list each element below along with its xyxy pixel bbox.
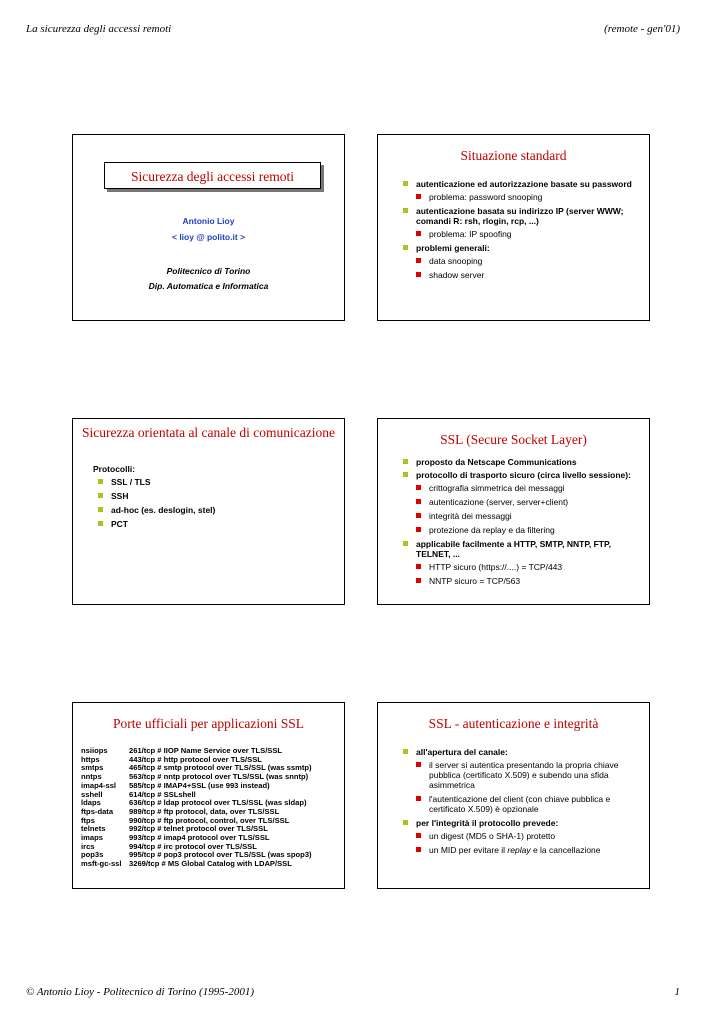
- slide-5: [72, 702, 345, 889]
- department: Dip. Automatica e Informatica: [148, 281, 269, 291]
- bullet-item: applicabile facilmente a HTTP, SMTP, NNTP, FTP, TELNET, ...: [403, 539, 641, 559]
- slide-6: [377, 702, 650, 889]
- port-service-name: telnets: [81, 824, 106, 834]
- red-bullet-icon: [416, 194, 421, 199]
- sub-bullet-item: l'autenticazione del client (con chiave pubblica e certificato X.509) è opzionale: [416, 794, 641, 814]
- bullet-item: SSH: [98, 491, 336, 502]
- port-service-name: ftps: [81, 815, 95, 825]
- slide-title: Sicurezza degli accessi remoti: [104, 162, 321, 189]
- bullet-list: [403, 457, 641, 590]
- protocols-label: Protocolli:: [93, 464, 136, 474]
- slide-4: [377, 418, 650, 605]
- author-email: < lioy @ polito.it >: [172, 232, 245, 242]
- port-description: 989/tcp # ftp protocol, data, over TLS/SSL: [129, 806, 280, 816]
- bullet-item: autenticazione basata su indirizzo IP (server WWW; comandi R: rsh, rlogin, rcp, ...): [403, 206, 641, 226]
- port-description: 636/tcp # ldap protocol over TLS/SSL (was sldap): [129, 798, 307, 808]
- green-bullet-icon: [403, 245, 408, 250]
- red-bullet-icon: [416, 847, 421, 852]
- bullet-list: [403, 179, 641, 284]
- bullet-list: [403, 747, 641, 859]
- red-bullet-icon: [416, 564, 421, 569]
- bullet-item: ad-hoc (es. deslogin, stel): [98, 505, 336, 516]
- red-bullet-icon: [416, 499, 421, 504]
- port-service-name: imap4-ssl: [81, 780, 117, 790]
- green-bullet-icon: [98, 479, 103, 484]
- ports-table: [81, 747, 312, 869]
- sub-bullet-item: integrità dei messaggi: [416, 511, 641, 521]
- red-bullet-icon: [416, 796, 421, 801]
- slide-3: [72, 418, 345, 605]
- sub-bullet-item: il server si autentica presentando la propria chiave pubblica (certificato X.509) e subendo una sfida asimmetrica: [416, 760, 641, 790]
- red-bullet-icon: [416, 833, 421, 838]
- sub-bullet-item: crittografia simmetrica dei messaggi: [416, 483, 641, 493]
- green-bullet-icon: [98, 493, 103, 498]
- sub-bullet-item: problema: IP spoofing: [416, 229, 641, 239]
- red-bullet-icon: [416, 231, 421, 236]
- port-description: 994/tcp # irc protocol over TLS/SSL: [129, 841, 257, 851]
- sub-bullet-item: problema: password snooping: [416, 192, 641, 202]
- bullet-item: protocollo di trasporto sicuro (circa livello sessione):: [403, 470, 641, 480]
- bullet-list: [98, 477, 336, 533]
- slide-1: [72, 134, 345, 321]
- page-number: 1: [674, 986, 680, 998]
- bullet-item: all'apertura del canale:: [403, 747, 641, 757]
- sub-bullet-item: un digest (MD5 o SHA-1) protetto: [416, 831, 641, 841]
- port-service-name: sshell: [81, 789, 103, 799]
- slide-title: Sicurezza orientata al canale di comunicazione: [82, 425, 335, 440]
- port-description: 995/tcp # pop3 protocol over TLS/SSL (was spop3): [129, 850, 312, 860]
- sub-bullet-item: un MID per evitare il replay e la cancellazione: [416, 845, 641, 855]
- red-bullet-icon: [416, 258, 421, 263]
- port-row: [81, 782, 312, 791]
- bullet-item: proposto da Netscape Communications: [403, 457, 641, 467]
- port-service-name: ldaps: [81, 798, 101, 808]
- green-bullet-icon: [98, 521, 103, 526]
- sub-bullet-item: protezione da replay e da filtering: [416, 525, 641, 535]
- green-bullet-icon: [403, 749, 408, 754]
- port-service-name: imaps: [81, 833, 103, 843]
- page-header-code: (remote - gen'01): [604, 23, 680, 35]
- port-service-name: https: [81, 754, 100, 764]
- sub-bullet-item: shadow server: [416, 270, 641, 280]
- red-bullet-icon: [416, 527, 421, 532]
- port-description: 465/tcp # smtp protocol over TLS/SSL (was ssmtp): [129, 763, 312, 773]
- port-description: 992/tcp # telnet protocol over TLS/SSL: [129, 824, 268, 834]
- port-row: [81, 860, 312, 869]
- slide-2: [377, 134, 650, 321]
- port-service-name: msft-gc-ssl: [81, 859, 122, 869]
- port-service-name: nsiiops: [81, 746, 108, 755]
- port-service-name: ircs: [81, 841, 95, 851]
- page-footer-copyright: © Antonio Lioy - Politecnico di Torino (1995-2001): [26, 986, 255, 998]
- port-description: 443/tcp # http protocol over TLS/SSL: [129, 754, 262, 764]
- port-description: 614/tcp # SSLshell: [129, 789, 196, 799]
- port-description: 990/tcp # ftp protocol, control, over TLS/SSL: [129, 815, 290, 825]
- port-service-name: pop3s: [81, 850, 104, 860]
- green-bullet-icon: [98, 507, 103, 512]
- port-description: 3269/tcp # MS Global Catalog with LDAP/SSL: [129, 859, 292, 869]
- author-name: Antonio Lioy: [182, 216, 235, 226]
- green-bullet-icon: [403, 541, 408, 546]
- red-bullet-icon: [416, 272, 421, 277]
- bullet-item: problemi generali:: [403, 243, 641, 253]
- sub-bullet-item: autenticazione (server, server+client): [416, 497, 641, 507]
- bullet-item: PCT: [98, 519, 336, 530]
- institution: Politecnico di Torino: [166, 266, 251, 276]
- port-description: 993/tcp # imap4 protocol over TLS/SSL: [129, 833, 270, 843]
- slide-title: Porte ufficiali per applicazioni SSL: [113, 716, 304, 731]
- red-bullet-icon: [416, 513, 421, 518]
- port-service-name: nntps: [81, 772, 102, 782]
- sub-bullet-item: HTTP sicuro (https://....) = TCP/443: [416, 562, 641, 572]
- slide-title: SSL - autenticazione e integrità: [428, 716, 599, 731]
- port-description: 261/tcp # IIOP Name Service over TLS/SSL: [129, 746, 283, 755]
- port-service-name: ftps-data: [81, 806, 114, 816]
- red-bullet-icon: [416, 485, 421, 490]
- green-bullet-icon: [403, 472, 408, 477]
- slide-title: SSL (Secure Socket Layer): [440, 432, 587, 447]
- port-service-name: smtps: [81, 763, 104, 773]
- green-bullet-icon: [403, 181, 408, 186]
- green-bullet-icon: [403, 459, 408, 464]
- bullet-item: SSL / TLS: [98, 477, 336, 488]
- port-description: 585/tcp # IMAP4+SSL (use 993 instead): [129, 780, 270, 790]
- red-bullet-icon: [416, 578, 421, 583]
- page-header-title: La sicurezza degli accessi remoti: [26, 23, 172, 35]
- bullet-item: per l'integrità il protocollo prevede:: [403, 818, 641, 828]
- sub-bullet-item: data snooping: [416, 256, 641, 266]
- bullet-item: autenticazione ed autorizzazione basate su password: [403, 179, 641, 189]
- green-bullet-icon: [403, 820, 408, 825]
- sub-bullet-item: NNTP sicuro = TCP/563: [416, 576, 641, 586]
- red-bullet-icon: [416, 762, 421, 767]
- green-bullet-icon: [403, 208, 408, 213]
- port-description: 563/tcp # nntp protocol over TLS/SSL (was snntp): [129, 772, 309, 782]
- slide-title: Situazione standard: [460, 148, 567, 163]
